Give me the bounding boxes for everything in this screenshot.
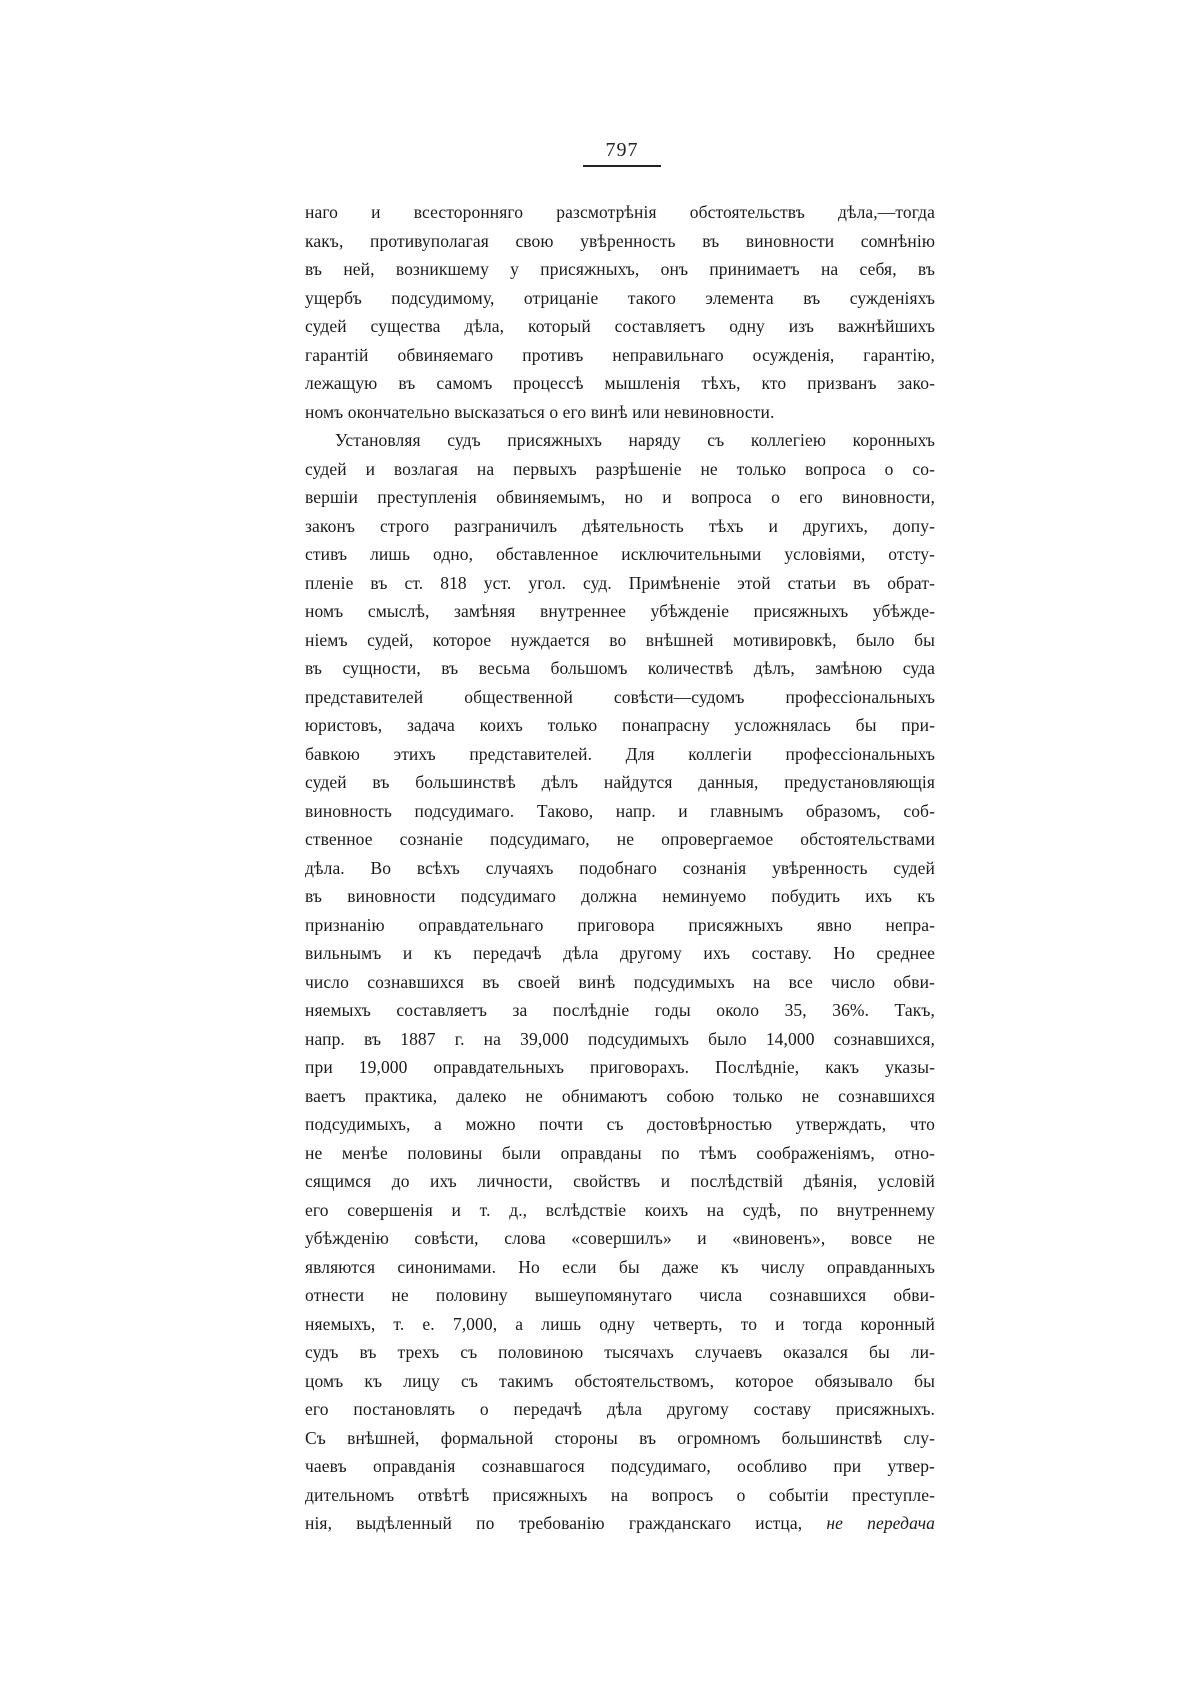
text-line: ніемъ судей, которое нуждается во внѣшней мотивировкѣ, было бы: [305, 629, 935, 650]
page-number: 797: [605, 139, 639, 161]
text-line: наго и всесторонняго разсмотрѣнія обстоятельствъ дѣла,—тогда: [305, 202, 935, 222]
text-line: номъ окончательно высказаться о его винѣ или невиновности.: [305, 401, 775, 422]
paragraph-1: [305, 198, 935, 426]
text-line: гарантій обвиняемаго противъ неправильнаго осужденія, гарантію,: [305, 344, 935, 365]
text-line: ваетъ практика, далеко не обнимаютъ собою только не сознавшихся: [305, 1085, 935, 1106]
text-line: при 19,000 оправдательныхъ приговорахъ. Послѣдніе, какъ указы-: [305, 1057, 935, 1077]
text-line: судъ въ трехъ съ половиною тысячахъ случаевъ оказался бы ли-: [305, 1342, 935, 1362]
text-line: няемыхъ составляетъ за послѣдніе годы около 35, 36%. Такъ,: [305, 1000, 935, 1020]
text-line: Съ внѣшней, формальной стороны въ огромномъ большинствѣ слу-: [305, 1427, 935, 1448]
page-number-rule: [583, 165, 661, 167]
text-line: пленіе въ ст. 818 уст. угол. суд. Примѣненіе этой статьи въ обрат-: [305, 572, 935, 593]
text-line: номъ смыслѣ, замѣняя внутреннее убѣжденіе присяжныхъ убѣжде-: [305, 601, 935, 621]
text-line: юристовъ, задача коихъ только понапрасну усложнялась бы при-: [305, 715, 935, 735]
text-line: чаевъ оправданія сознавшагося подсудимаго, особливо при утвер-: [305, 1456, 935, 1476]
text-line: судей и возлагая на первыхъ разрѣшеніе не только вопроса о со-: [305, 458, 935, 479]
text-line: дѣла. Во всѣхъ случаяхъ подобнаго сознанія увѣренность судей: [305, 857, 935, 878]
text-line: законъ строго разграничилъ дѣятельность тѣхъ и другихъ, допу-: [305, 515, 935, 536]
text-line: признанію оправдательнаго приговора присяжныхъ явно непра-: [305, 914, 935, 935]
text-line: его совершенія и т. д., вслѣдствіе коихъ на судѣ, по внутреннему: [305, 1199, 935, 1220]
text-line: въ ней, возникшему у присяжныхъ, онъ принимаетъ на себя, въ: [305, 259, 935, 279]
text-line: являются синонимами. Но если бы даже къ числу оправданныхъ: [305, 1256, 935, 1277]
text-line: судей существа дѣла, который составляетъ одну изъ важнѣйшихъ: [305, 316, 935, 336]
paragraph-2: [305, 426, 935, 1538]
text-line: Установляя судъ присяжныхъ наряду съ коллегіею коронныхъ: [335, 430, 935, 450]
text-line: цомъ къ лицу съ такимъ обстоятельствомъ, которое обязывало бы: [305, 1370, 935, 1391]
text-line: его постановлять о передачѣ дѣла другому составу присяжныхъ.: [305, 1399, 935, 1419]
text-line: сящимся до ихъ личности, свойствъ и послѣдствій дѣянія, условій: [305, 1171, 935, 1191]
final-line-roman: нія, выдѣленный по требованію гражданскаго истца,: [305, 1513, 803, 1533]
text-line: число сознавшихся въ своей винѣ подсудимыхъ на все число обви-: [305, 971, 935, 992]
text-line: представителей общественной совѣсти—судомъ профессіональныхъ: [305, 686, 935, 707]
text-line: въ сущности, въ весьма большомъ количествѣ дѣлъ, замѣною суда: [305, 658, 935, 678]
text-line: убѣжденію совѣсти, слова «совершилъ» и «виновенъ», вовсе не: [305, 1228, 935, 1248]
text-line: дительномъ отвѣтѣ присяжныхъ на вопросъ о событіи преступле-: [305, 1484, 935, 1505]
text-line: стивъ лишь одно, обставленное исключительными условіями, отсту-: [305, 544, 935, 564]
text-line: вершіи преступленія обвиняемымъ, но и вопроса о его виновности,: [305, 487, 935, 507]
text-line: бавкою этихъ представителей. Для коллегіи профессіональныхъ: [305, 743, 935, 764]
text-line: въ виновности подсудимаго должна неминуемо побудить ихъ къ: [305, 886, 935, 906]
final-line-italic: не передача: [826, 1513, 935, 1533]
text-line: ущербъ подсудимому, отрицаніе такого элемента въ сужденіяхъ: [305, 287, 935, 308]
text-line: ственное сознаніе подсудимаго, не опровергаемое обстоятельствами: [305, 829, 935, 849]
final-text-line: [305, 1509, 935, 1538]
text-line: няемыхъ, т. е. 7,000, а лишь одну четверть, то и тогда коронный: [305, 1313, 935, 1334]
text-line: отнести не половину вышеупомянутаго числа сознавшихся обви-: [305, 1285, 935, 1305]
text-line: напр. въ 1887 г. на 39,000 подсудимыхъ было 14,000 сознавшихся,: [305, 1028, 935, 1049]
text-line: судей въ большинствѣ дѣлъ найдутся данныя, предустановляющія: [305, 772, 935, 792]
text-line: виновность подсудимаго. Таково, напр. и главнымъ образомъ, соб-: [305, 800, 935, 821]
text-line: подсудимыхъ, а можно почти съ достовѣрностью утверждать, что: [305, 1114, 935, 1134]
text-line: какъ, противуполагая свою увѣренность въ виновности сомнѣнію: [305, 230, 935, 251]
text-line: не менѣе половины были оправданы по тѣмъ соображеніямъ, отно-: [305, 1142, 935, 1163]
text-line: вильнымъ и къ передачѣ дѣла другому ихъ составу. Но среднее: [305, 943, 935, 963]
text-line: лежащую въ самомъ процессѣ мышленія тѣхъ, кто призванъ зако-: [305, 373, 935, 393]
body-text: [305, 198, 935, 1538]
